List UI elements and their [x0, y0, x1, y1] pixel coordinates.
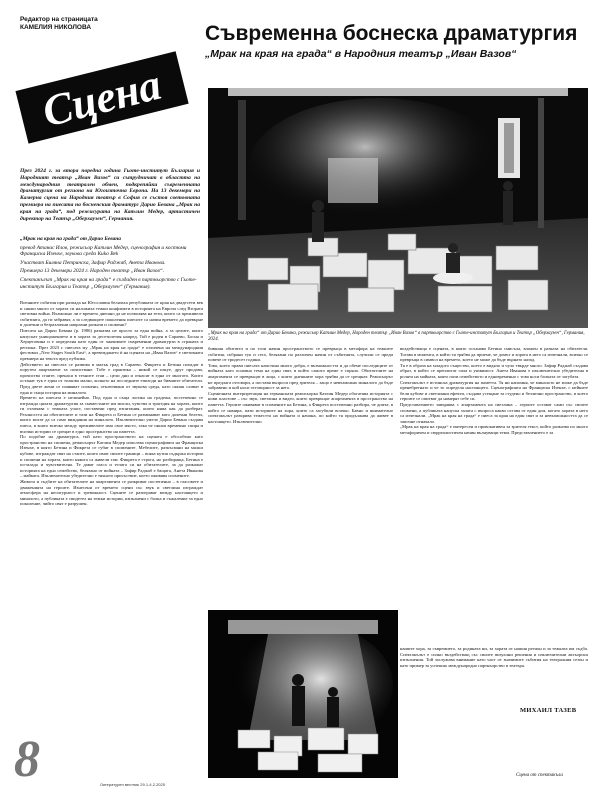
paragraph: „Мрак на края на града“ е интересен и провокативен за зрителя текст, който разказва по много метафоричен и сюрреалистичен начин вълнуващи теми. Представлението е за — [400, 424, 588, 435]
bottom-photo — [208, 610, 398, 778]
stage-scene-illustration — [208, 88, 588, 328]
bottom-photo-caption: Сцена от спектакъла — [516, 773, 563, 778]
paragraph: въздействаща е сцената, в която осъзнава Бетина смисъла, вложен в разказа на обитателя. Тогава в момента, в който тя трябва да приеме, че домът и хората в него са изчезнали, всичко се превръща в символ на времето, което не може да бъде върнато назад. — [400, 346, 588, 363]
main-photo — [208, 88, 588, 328]
paragraph: Военните събития при разпада на Югославия белязаха републиката от края на двадесети век и сякаш много от хората си наложиха тежки конфликти в историята на Европа след Втората световна война. Възможно ли е времето днешно да не позволява на тези, които са преживели събитията, да ги забравят, а за следващите поколения пиесите са начин времето да превърне в далечни и безразлични напразни разкази и спомени? — [20, 300, 203, 328]
paragraph: Тя е в образа на младото същество, което е видяло и чуло твърде много. Зафир Раджаб създава образ, в който се преплитат сила и уязвимост. Анета Иванова е изключително убедителна в ролята на майката, която пази семейството и едновременно с това носи болката от загубата. — [400, 362, 588, 379]
paragraph: бившия обитател и по този начин пространството се превръща в метафора на тежките събития, събрани тук и сега, белязани по различен начин от събитията, случили се преди повече от тридесет години. — [208, 346, 393, 363]
production-credits — [20, 236, 200, 292]
issue-info: Литературен вестник 29.1-4.2.2025 — [100, 782, 165, 787]
article-subtitle: „Мрак на края на града“ в Народния театър „Иван Вазов“ — [205, 48, 517, 60]
paragraph: Живота и съдбите на обитателите на апартамента се разкриват постепенно – в гласовете и движенията на героите. Изнесени от времето сцени със звук и светлина изграждат атмосфера на несигурност и тревожност. Сцените се разиграват между настоящето и миналото, а публиката е свидетел на тежки истории, изпълнени с болка и съжаление за едно поколение, чийто свят е разрушен. — [20, 479, 203, 507]
paragraph: По подобие на драматурга, тъй като пространството на сцената е обособено като пространство на спомена, режисьорът Катлин Медер използва сценографията на Франциска Изенхе, в която Бетина и Фикрета се губят в спомените. Мебелите, разкъсвани на малки кубове, изграждат свят на стаите, които имат своите граници – всяка кутия съдържа истории и спомени на хората, които някога са живели там. Фикрета е строга, но разбираща, Бетина е по-млада и чувствителна. Те дават гласа и телата си на обитателите, за да разкажат историята на едно семейство, белязано от войната – Зафир Раджаб е бащата, Анета Иванова – майката. Изключително убедително е тяхното присъствие, което оживява спомените. — [20, 434, 203, 479]
main-photo-caption: „Мрак на края на града“ от Дарио Бевана, режисьор Катлин Медер, Народен театър „Иван Вазов“ в партньорство с Гьоте-институт България и Театър „Оберхаузен“, Германия, 2024. — [208, 331, 585, 342]
credit-line: превод Атанас Илов, режисьор Катлин Медер, сценография и костюми Франциска Изенхе, звукова среда Kuko Bek — [20, 244, 187, 258]
article-column-1 — [20, 300, 203, 770]
credit-line: „Мрак на края на града“ от Дарио Бевана — [20, 236, 121, 242]
article-intro: През 2024 г. за втора поредна година Гьоте-институт България и Народният театър „Иван Вазов“ си сътрудничат в областта на международния театрален обмен, подкрепяйки съвременната драматургия от региона на Югоизточна Европа. На 13 декември на Камерна сцена на Народния театър в София се състоя световната премиера на пиесата на босненския драматург Дарио Бевана „Мрак на края на града“, под режисурата на Катлин Медер, артистичен директор на Театър „Оберхаузен“, Германия. — [20, 168, 200, 222]
page-number: 8 — [14, 731, 40, 788]
section-logo-text: Сцена — [37, 59, 166, 137]
editor-role: Редактор на страницата — [20, 16, 98, 23]
article-column-3-end: нашите хора, за съвремието, за родината ни, за хората от нашия регион и за тежката им съдба. Спектакълът е силно въздействащ със своите визуални решения и изключителни актьорски изпълнения. Той заслужава внимание като част от значимите събития на театралния сезон и като пример за успешно международно партньорство в театъра. — [400, 646, 588, 668]
paragraph: Действието на пиесата се развива в малък град в Сараево. Фикрета и Бетина попадат в порутен апартамент за почистване. Тобе е практика – никой се изкуе, друг продава, прочиства стаите, пренася в техните стаи – цели дни и отнасят в една от многото. Които останат тук е един от толкова малко, колкото на последните епизоди на бившите обитатели. Пред двете жени се появяват спомени, отключвани от звукова среда, като сякаш сливат в една и същи история на миналото. — [20, 361, 203, 395]
section-logo — [14, 44, 189, 144]
paragraph: Това, което прави пиесата наистина много добра, е възможността и да обеме последиците от войната като основна тема на един свят, в който самото време е спряло. Обитателите на апартамента се превръщат в лица, с които днешните хора трябва да се срещнат. Режисьорът не предлага отговори, а поставя въпроси пред зрителя – защо е невъзможно миналото да бъде забравено и кой носи отговорност за него. — [208, 362, 393, 391]
paragraph: Спектакълът е истинска драматургия на паметта. Тя ни напомня, че миналото не може да бъде пренебрегнато и че то определя настоящето. Сценографията на Франциска Изенхе, с нейните бели кубове и светлинни ефекти, създава усещане за студено и безлично пространство, в което героите се опитват да намерят себе си. — [400, 379, 588, 402]
paragraph: Сценичната интерпретация на германската режисьорка Катлин Медер обогатява историята с нови пластове – със звук, светлина и видео, които превръщат апартамента в пространство на паметта. Героите оживяват в спомените на Бетина, а Фикрета постепенно разбира, че домът, в който се намира, пази историите на хора, които са загубили всичко. Бавно и внимателно спектакълът разкрива тежестта на войната и начина, по който тя продължава да живее в настоящето. Изключително — [208, 390, 393, 424]
article-column-2 — [208, 346, 393, 608]
article-author: МИХАИЛ ТАЗЕВ — [520, 707, 577, 714]
paragraph: Представлението завършва с апартамента на светлина – героите остават сами със своите спомени, а публиката напуска залата с въпроса какво остава от един дом, когато хората в него са изчезнали. „Мрак на края на града“ е пиеса за края на един свят и за невъзможността да се започне отначало. — [400, 401, 588, 424]
paragraph: Времето на пиесата е нелинейно. Под една и съща логика на градежа, постепенно се изгражда цялата драматургия за съвместните им мисли, чувства и трагедия на хората, които ги отличава с тежката участ, поставени пред изпитания, които няма как да разберат. Реалността на обитателите и тази на Фикрета и Бетина се разминават като далечни белези, които могат да са само виждания на миналото. Изключително умело Дарио Бевана създава пиеса, в която всичко между преживелите има свое място, така че сякаш временно спира и всички истории се срещат в едно пространство на паметта. — [20, 395, 203, 434]
paragraph: Пиесата на Дарио Бевана (р. 1986) разказва не просто за една война, а за целите, които напускат унищожението и в хората за десетилетия напред. Той е роден в Сараево, Босна и Херцеговина и е определян като един от значимите съвременни драматурзи в страната и региона. През 2023 г. пиесата му „Мрак на края на града“ е отличена на международния фестивал „New Stages South East“, а превеждането ѝ на сцената на „Иван Вазов“ е световната премиера на текста пред публика. — [20, 327, 203, 361]
stage-scene-illustration-2 — [208, 610, 398, 778]
credit-line: Участват Биляна Петринска, Зафир Раджаб, Анета Иванова. — [20, 259, 166, 266]
credit-line: Спектакълът „Мрак на края на града“ е създаден в партньорство с Гьоте-институт България и Театър „Оберхаузен“ (Германия). — [20, 276, 197, 290]
credit-line: Премиера 13 декември 2024 г. Народен театър „Иван Вазов“. — [20, 268, 165, 275]
editor-name: КАМЕЛИЯ НИКОЛОВА — [20, 24, 92, 31]
editor-credit — [20, 16, 170, 32]
article-column-3 — [400, 346, 588, 646]
article-title: Съвременна боснеска драматургия — [205, 22, 578, 45]
